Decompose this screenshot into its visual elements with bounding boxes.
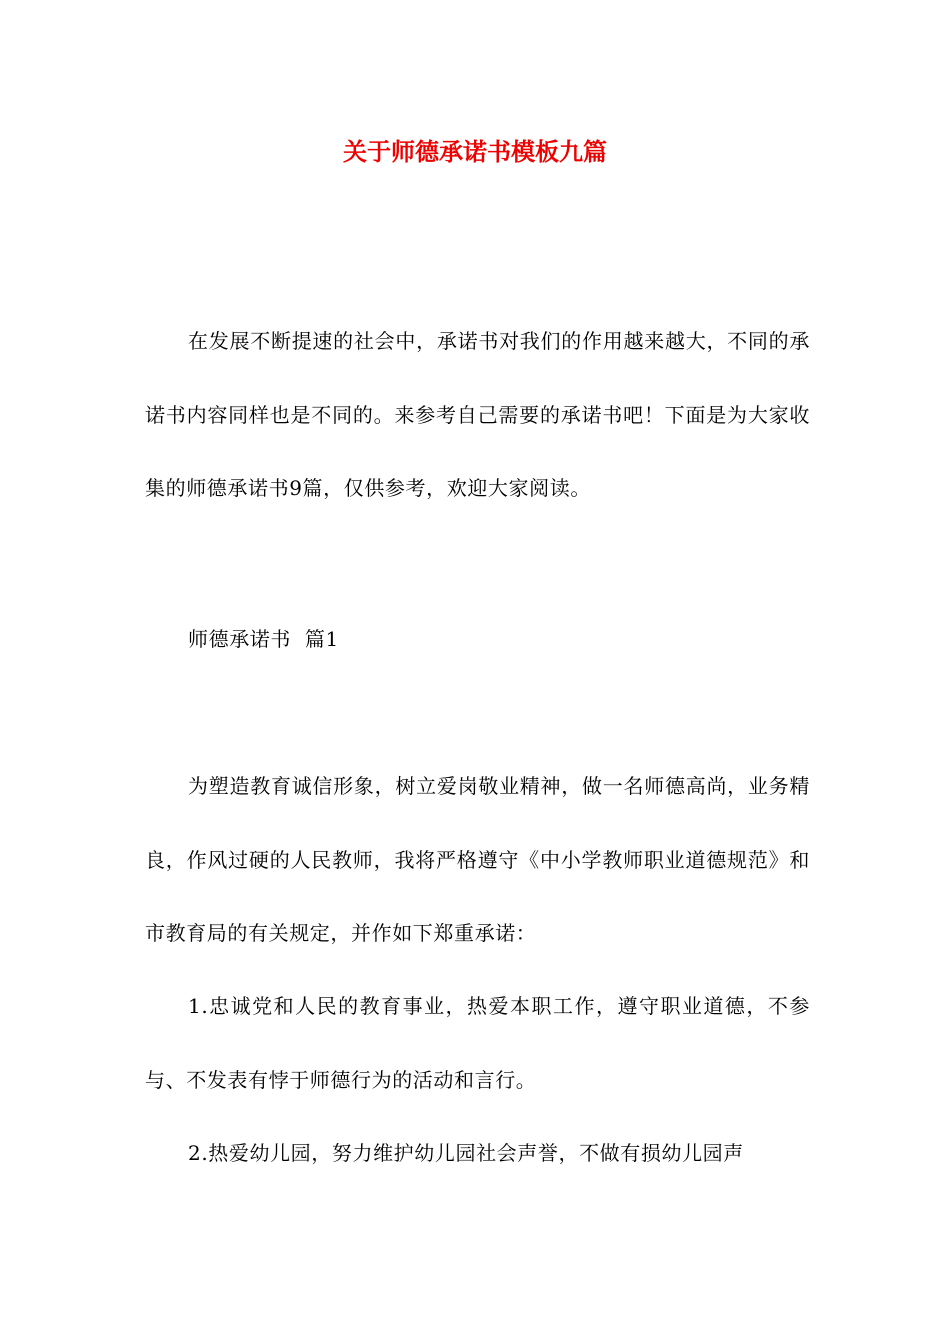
body-paragraph-item-1: 1.忠诚党和人民的教育事业，热爱本职工作，遵守职业道德，不参与、不发表有悖于师德行为的活动和言行。 [145,994,810,1092]
body-paragraph-preamble: 为塑造教育诚信形象，树立爱岗敬业精神，做一名师德高尚，业务精良，作风过硬的人民教师，我将严格遵守《中小学教师职业道德规范》和市教育局的有关规定，并作如下郑重承诺： [145,774,810,945]
document-title: 关于师德承诺书模板九篇 [343,138,607,166]
intro-paragraph: 在发展不断提速的社会中，承诺书对我们的作用越来越大，不同的承诺书内容同样也是不同的。来参考自己需要的承诺书吧！下面是为大家收集的师德承诺书9篇，仅供参考，欢迎大家阅读。 [145,329,810,500]
section-heading: 师德承诺书 篇1 [188,627,339,651]
body-paragraph-item-2: 2.热爱幼儿园，努力维护幼儿园社会声誉，不做有损幼儿园声 [188,1141,744,1165]
